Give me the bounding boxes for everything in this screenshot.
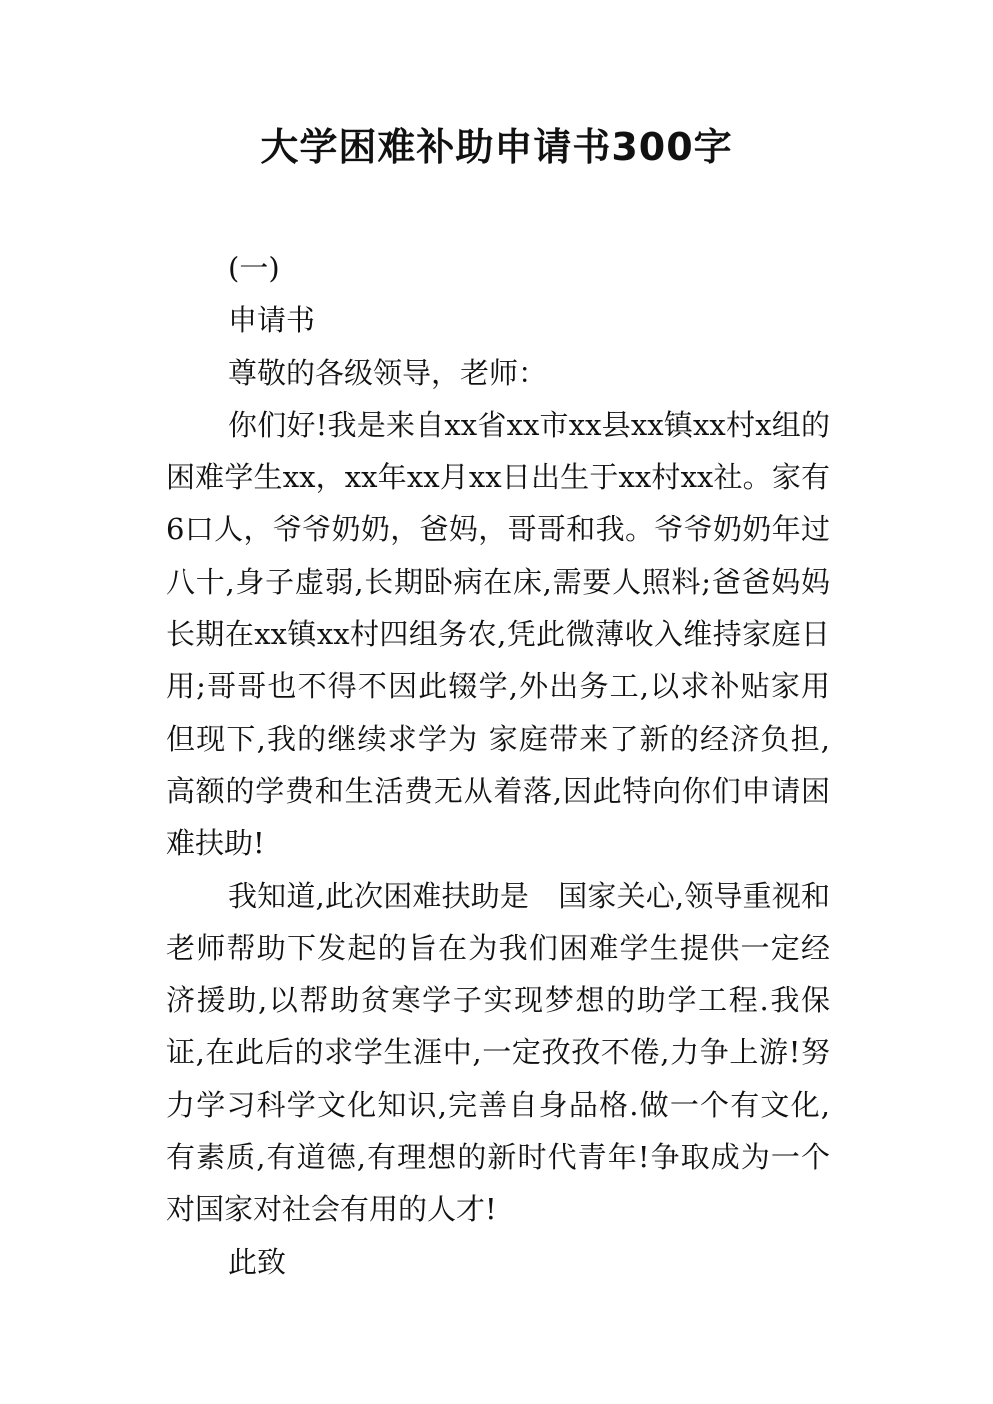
body-paragraph-introduction: 你们好!我是来自xx省xx市xx县xx镇xx村x组的困难学生xx，xx年xx月xx日出生于xx村xx社。家有6口人，爷爷奶奶，爸妈，哥哥和我。爷爷奶奶年过八十,身子虚弱,长期卧病在床,需要人照料;爸爸妈妈长期在xx镇xx村四组务农,凭此微薄收入维持家庭日用;哥哥也不得不因此辍学,外出务工,以求补贴家用但现下,我的继续求学为 家庭带来了新的经济负担,高额的学费和生活费无从着落,因此特向你们申请困难扶助! xyxy=(166,407,830,861)
closing: 此致 xyxy=(228,1244,287,1279)
body-paragraph-pledge: 我知道,此次困难扶助是 国家关心,领导重视和老师帮助下发起的旨在为我们困难学生提供一定经济援助,以帮助贫寒学子实现梦想的助学工程.我保证,在此后的求学生涯中,一定孜孜不倦,力争上游!努力学习科学文化知识,完善自身品格.做一个有文化,有素质,有道德,有理想的新时代青年!争取成为一个对国家对社会有用的人才! xyxy=(166,878,830,1227)
letter-heading: 申请书 xyxy=(228,303,316,338)
document-title: 大学困难补助申请书300字 xyxy=(260,125,733,169)
document-body xyxy=(166,242,830,1288)
section-number: (一) xyxy=(228,251,280,285)
salutation: 尊敬的各级领导，老师： xyxy=(228,355,548,390)
